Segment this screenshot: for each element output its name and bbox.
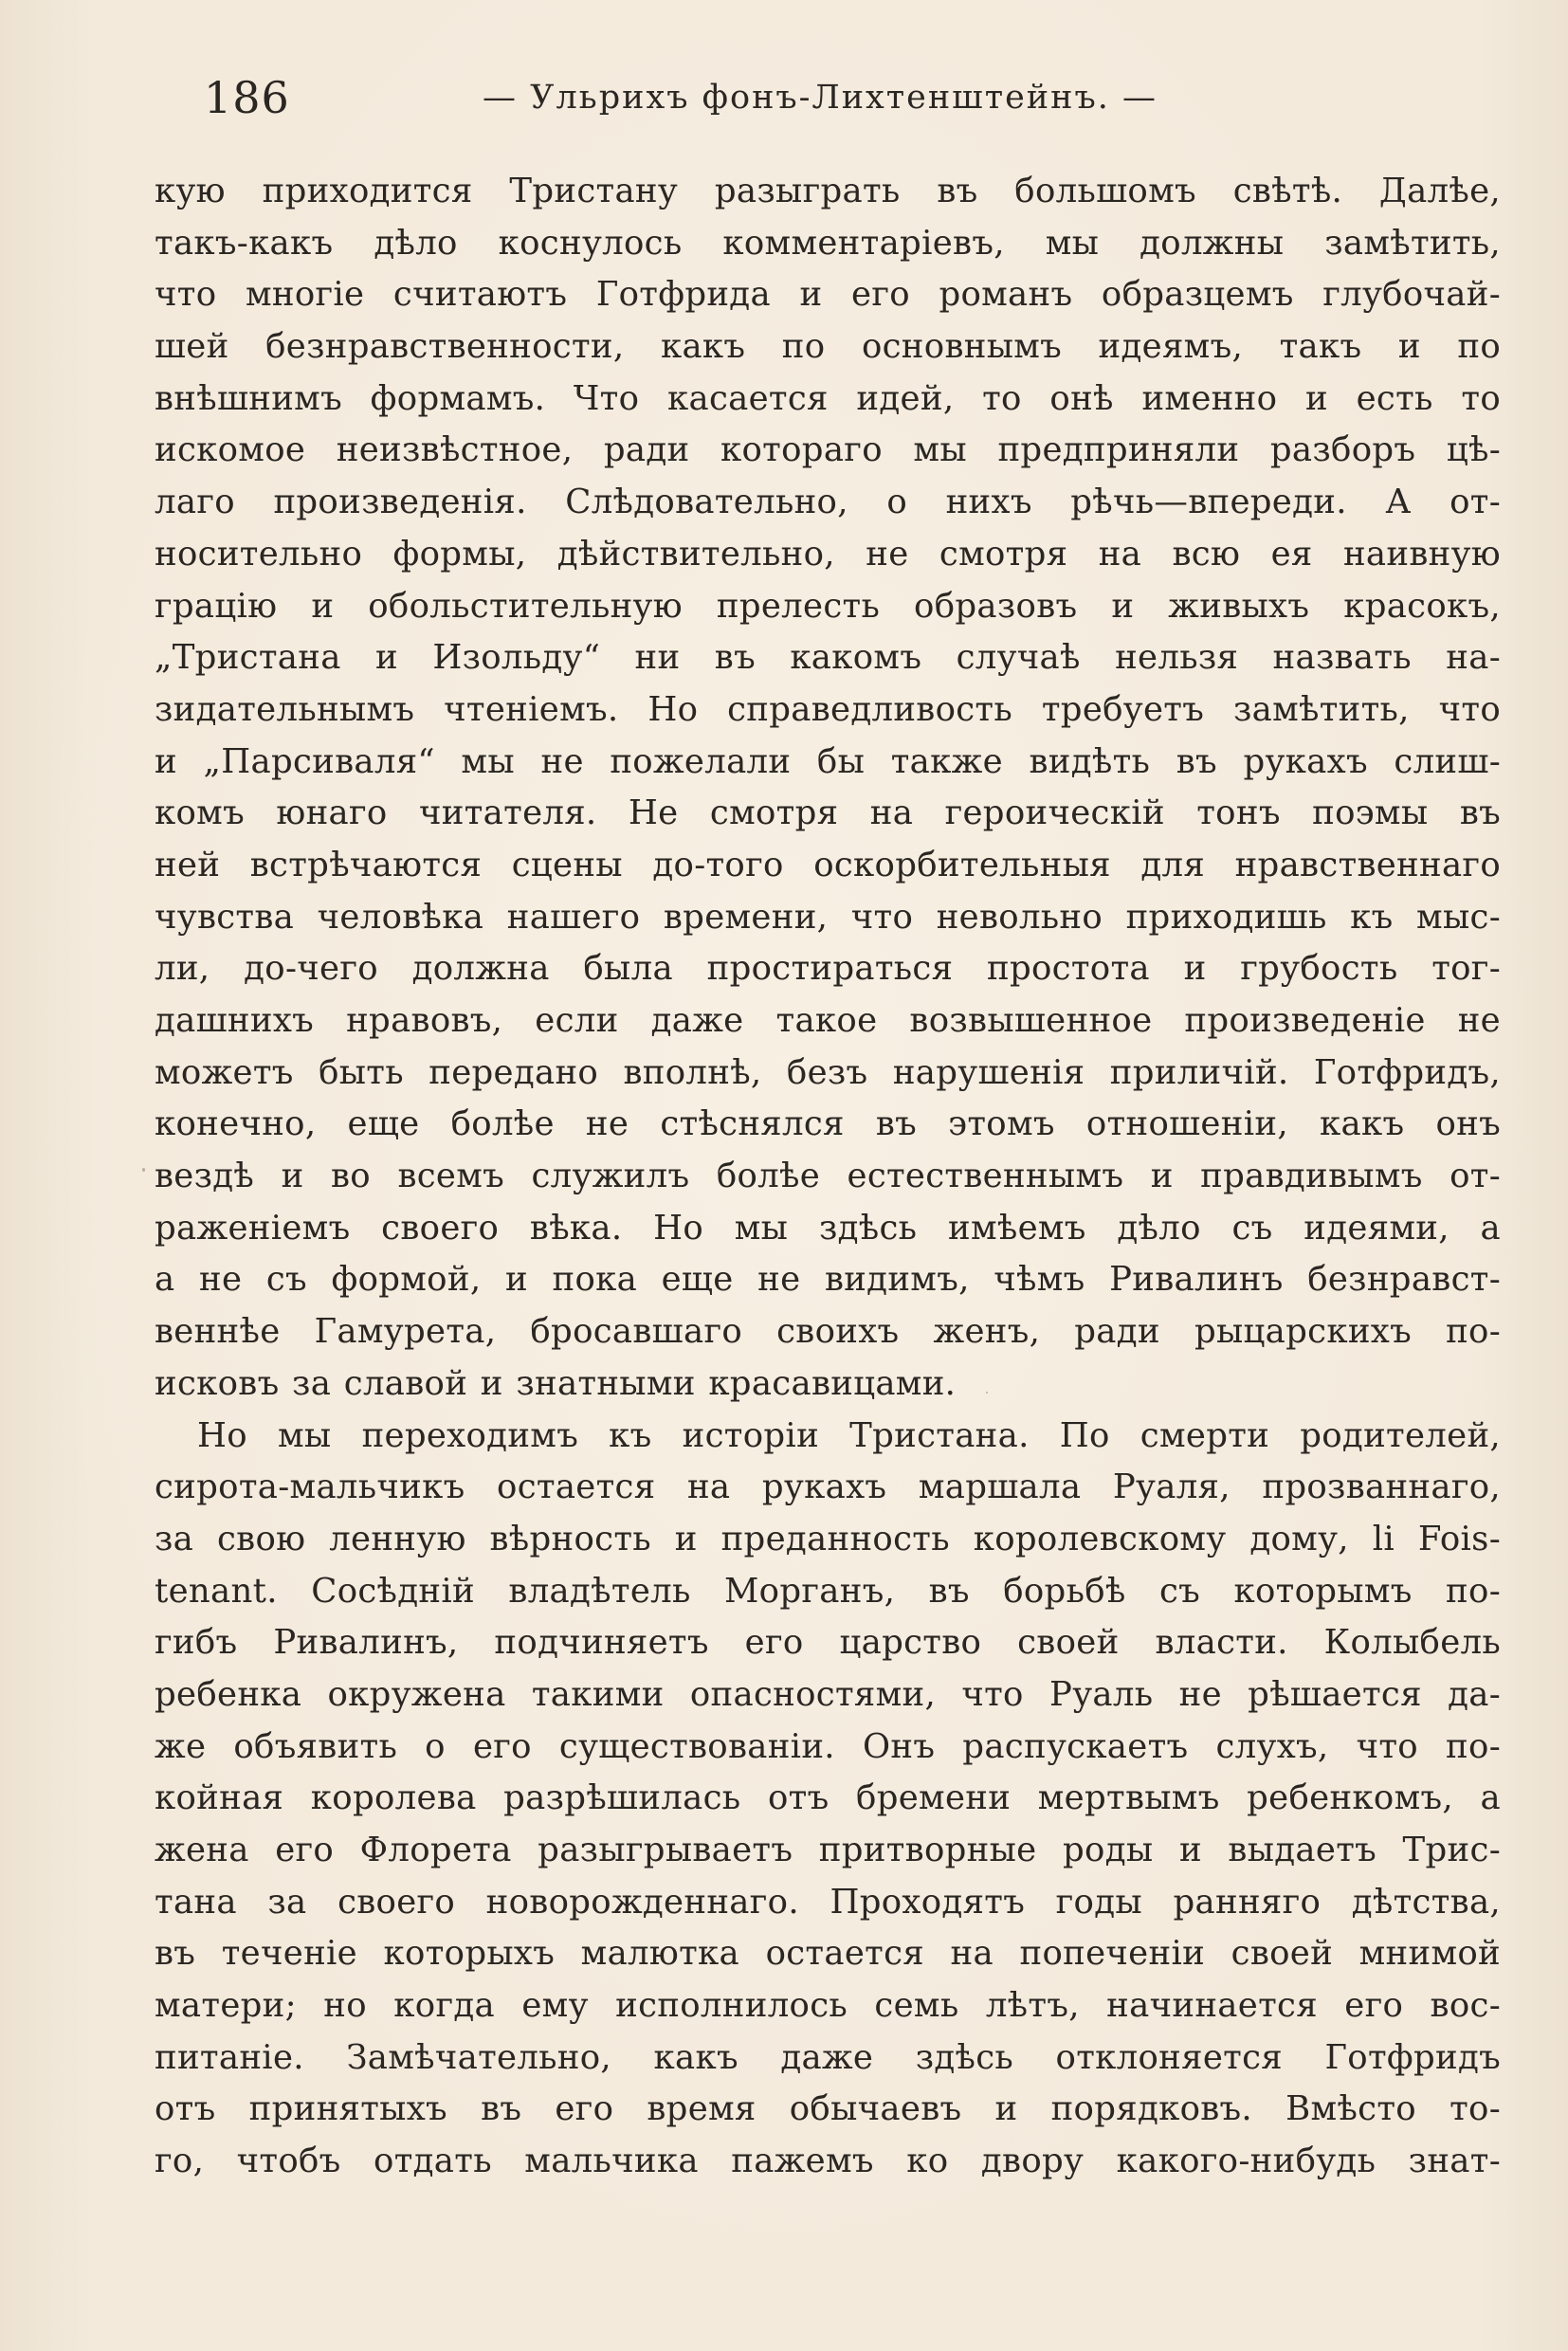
paper-speck: [986, 1392, 988, 1394]
text-line: а не съ формой, и пока еще не видимъ, чѣмъ Ривалинъ безнравст-: [155, 1260, 1501, 1300]
paragraph: [155, 166, 1501, 1411]
body-text: [155, 166, 1501, 2188]
text-line: ли, до-чего должна была простираться простота и грубость тог-: [155, 949, 1501, 989]
text-line: шей безнравственности, какъ по основнымъ идеямъ, такъ и по: [155, 327, 1501, 367]
text-line: конечно, еще болѣе не стѣснялся въ этомъ отношеніи, какъ онъ: [155, 1104, 1501, 1144]
text-line: Но мы переходимъ къ исторіи Тристана. По смерти родителей,: [197, 1415, 1501, 1455]
text-line: комъ юнаго читателя. Не смотря на героическій тонъ поэмы въ: [155, 793, 1501, 833]
text-line: вездѣ и во всемъ служилъ болѣе естественнымъ и правдивымъ от-: [155, 1157, 1501, 1196]
text-line: зидательнымъ чтеніемъ. Но справедливость требуетъ замѣтить, что: [155, 689, 1501, 729]
text-line: ребенка окружена такими опасностями, что Руаль не рѣшается да-: [155, 1674, 1501, 1714]
text-line: кую приходится Тристану разыграть въ большомъ свѣтѣ. Далѣе,: [155, 172, 1501, 210]
text-line: tenant. Сосѣдній владѣтель Морганъ, въ борьбѣ съ которымъ по-: [155, 1571, 1501, 1611]
text-line: ней встрѣчаются сцены до-того оскорбительныя для нравственнаго: [155, 845, 1501, 884]
text-line: внѣшнимъ формамъ. Что касается идей, то онѣ именно и есть то: [155, 378, 1501, 418]
text-line: матери; но когда ему исполнилось семь лѣтъ, начинается его вос-: [155, 1986, 1501, 2026]
text-line: го, чтобъ отдать мальчика пажемъ ко двору какого-нибудь знат-: [155, 2141, 1501, 2181]
page-number: 186: [204, 72, 290, 123]
text-line: исковъ за славой и знатными красавицами.: [155, 1363, 957, 1403]
text-line: можетъ быть передано вполнѣ, безъ нарушенія приличій. Готфридъ,: [155, 1052, 1501, 1092]
text-line: носительно формы, дѣйствительно, не смотря на всю ея наивную: [155, 534, 1501, 574]
text-line: гибъ Ривалинъ, подчиняетъ его царство своей власти. Колыбель: [155, 1623, 1501, 1663]
text-line: койная королева разрѣшилась отъ бремени мертвымъ ребенкомъ, а: [155, 1778, 1501, 1818]
text-line: и „Парсиваля“ мы не пожелали бы также видѣть въ рукахъ слиш-: [155, 741, 1501, 781]
paper-speck: [142, 1168, 145, 1172]
text-line: такъ-какъ дѣло коснулось комментаріевъ, мы должны замѣтить,: [155, 223, 1501, 263]
text-line: же объявить о его существованіи. Онъ распускаетъ слухъ, что по-: [155, 1726, 1501, 1766]
text-line: дашнихъ нравовъ, если даже такое возвышенное произведеніе не: [155, 1001, 1501, 1040]
text-line: тана за своего новорожденнаго. Проходятъ годы ранняго дѣтства,: [155, 1882, 1501, 1922]
text-line: лаго произведенія. Слѣдовательно, о нихъ рѣчь—впереди. А от-: [155, 483, 1501, 522]
text-line: питаніе. Замѣчательно, какъ даже здѣсь отклоняется Готфридъ: [155, 2037, 1501, 2077]
text-line: „Тристана и Изольду“ ни въ какомъ случаѣ нельзя назвать на-: [155, 638, 1501, 678]
text-line: сирота-мальчикъ остается на рукахъ маршала Руаля, прозваннаго,: [155, 1467, 1501, 1507]
text-line: чувства человѣка нашего времени, что невольно приходишь къ мыс-: [155, 897, 1501, 937]
text-line: отъ принятыхъ въ его время обычаевъ и порядковъ. Вмѣсто то-: [155, 2089, 1501, 2129]
paragraph: [155, 1411, 1501, 2188]
text-line: искомое неизвѣстное, ради котораго мы предприняли разборъ цѣ-: [155, 430, 1501, 470]
text-line: раженіемъ своего вѣка. Но мы здѣсь имѣемъ дѣло съ идеями, а: [155, 1208, 1501, 1248]
text-line: жена его Флорета разыгрываетъ притворные роды и выдаетъ Трис-: [155, 1831, 1501, 1869]
text-line: грацію и обольстительную прелесть образовъ и живыхъ красокъ,: [155, 586, 1501, 626]
text-line: что многіе считаютъ Готфрида и его романъ образцемъ глубочай-: [155, 275, 1501, 315]
page-header: [204, 64, 1209, 131]
text-line: въ теченіе которыхъ малютка остается на попеченіи своей мнимой: [155, 1934, 1501, 1974]
text-line: веннѣе Гамурета, бросавшаго своихъ женъ, ради рыцарскихъ по-: [155, 1312, 1501, 1352]
text-line: за свою ленную вѣрность и преданность королевскому дому, li Fois-: [155, 1519, 1501, 1558]
running-title: — Ульрихъ фонъ-Лихтенштейнъ. —: [483, 79, 1158, 117]
